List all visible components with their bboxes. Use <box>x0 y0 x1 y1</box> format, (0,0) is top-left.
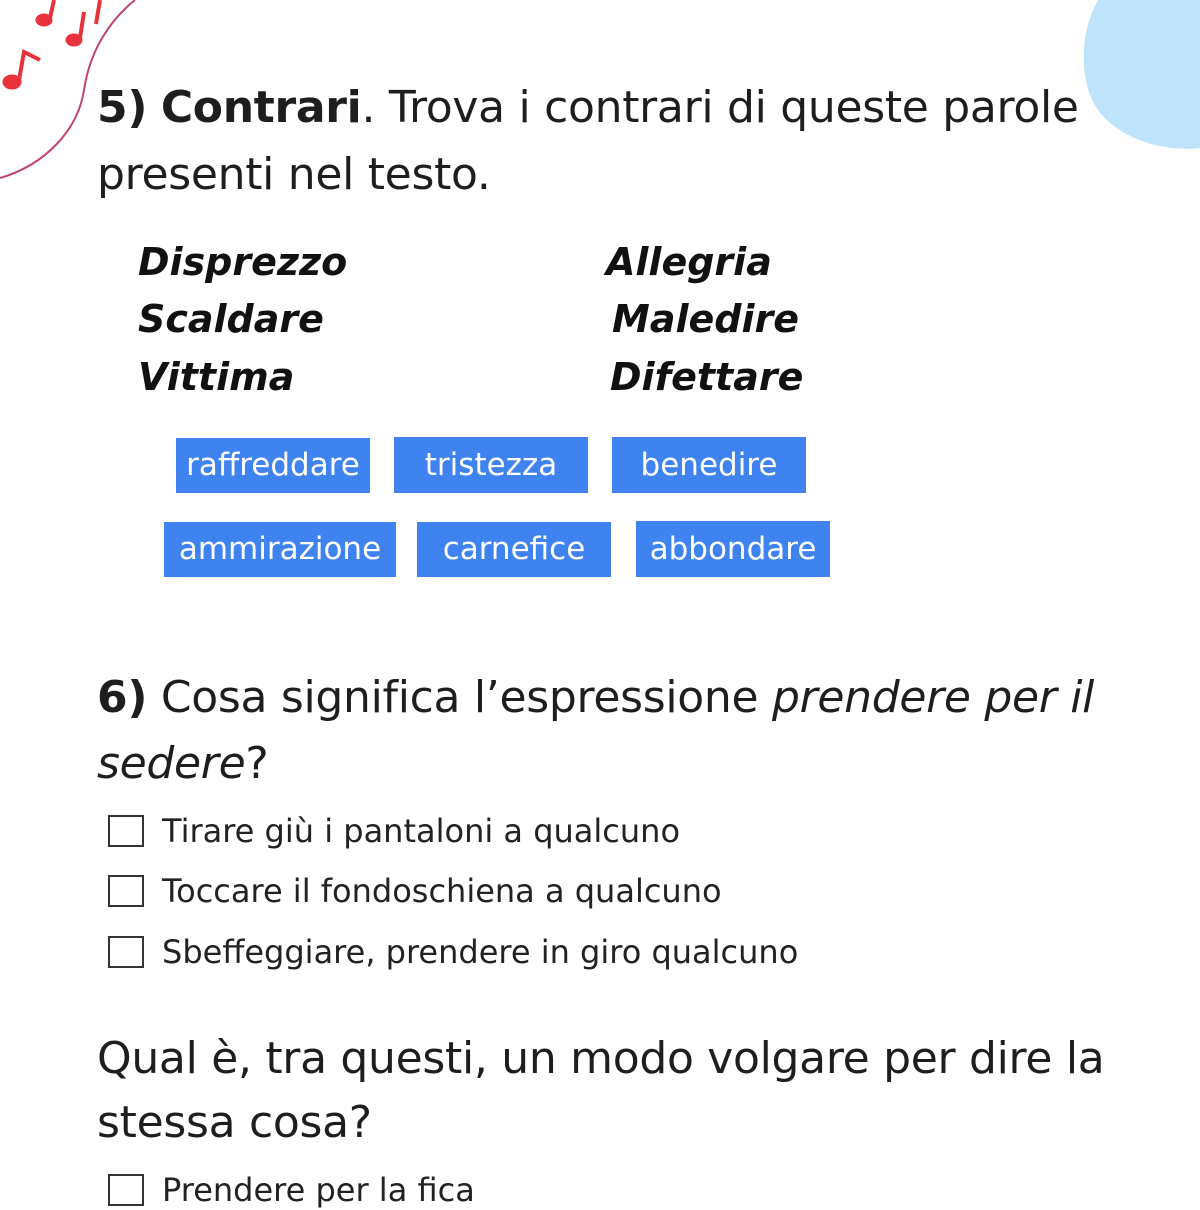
option-label: Prendere per la fica <box>162 1171 475 1209</box>
option-1[interactable] <box>108 811 680 851</box>
checkbox[interactable] <box>108 936 144 968</box>
option-3[interactable] <box>108 932 798 972</box>
exercise5-instruction-line2: presenti nel testo. <box>97 149 491 200</box>
word-right-2: Maledire <box>612 297 799 341</box>
exercise6-question <box>97 672 1095 723</box>
checkbox[interactable] <box>108 875 144 907</box>
option-2[interactable] <box>108 871 722 911</box>
word-right-3: Difettare <box>610 355 804 399</box>
checkbox[interactable] <box>108 815 144 847</box>
word-left-2: Scaldare <box>138 297 324 341</box>
option-label: Toccare il fondoschiena a qualcuno <box>162 872 722 910</box>
word-chip[interactable]: benedire <box>612 437 806 493</box>
exercise6-question-line2 <box>97 738 269 789</box>
music-note-icon <box>3 0 100 89</box>
word-right-1: Allegria <box>606 240 772 284</box>
followup-question: Qual è, tra questi, un modo volgare per dire la <box>97 1033 1105 1084</box>
exercise5-title: Contrari <box>160 82 362 133</box>
word-chip[interactable]: tristezza <box>394 437 588 493</box>
exercise6-expression-end: sedere <box>97 738 246 789</box>
exercise6-expression: prendere per il <box>771 672 1095 723</box>
word-chip[interactable]: carnefice <box>417 522 611 577</box>
option-label: Sbeffeggiare, prendere in giro qualcuno <box>162 933 799 971</box>
exercise6-number: 6) <box>97 672 148 723</box>
exercise6-question-text: Cosa significa l’espressione <box>160 672 772 723</box>
word-left-3: Vittima <box>138 355 295 399</box>
question-mark: ? <box>245 738 269 789</box>
exercise5-number: 5) <box>97 82 148 133</box>
word-chip[interactable]: ammirazione <box>164 522 396 577</box>
option-label: Tirare giù i pantaloni a qualcuno <box>162 812 681 850</box>
exercise5-heading <box>97 82 1079 133</box>
word-chip[interactable]: raffreddare <box>176 438 370 493</box>
followup-option-1[interactable] <box>108 1170 475 1210</box>
blue-blob-decoration <box>1070 0 1200 160</box>
word-chip[interactable]: abbondare <box>636 521 830 577</box>
exercise5-instruction: . Trova i contrari di queste parole <box>361 82 1079 133</box>
checkbox[interactable] <box>108 1174 144 1206</box>
followup-question-line2: stessa cosa? <box>97 1097 372 1148</box>
word-left-1: Disprezzo <box>138 240 348 284</box>
